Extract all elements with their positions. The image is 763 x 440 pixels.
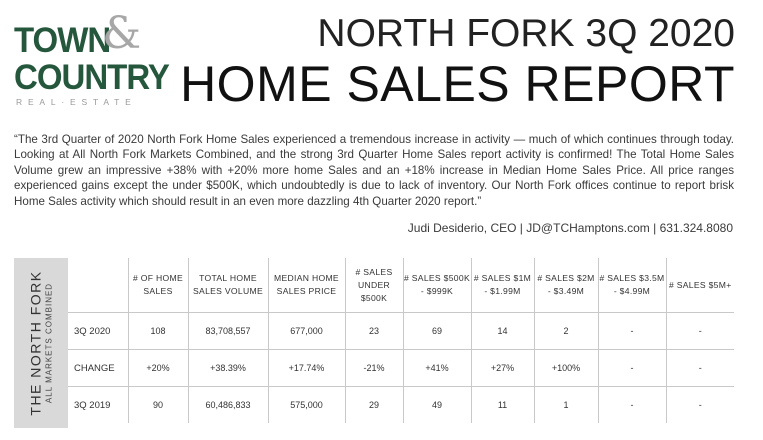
quote-attribution: Judi Desiderio, CEO | JD@TCHamptons.com | 631.324.8080 bbox=[407, 221, 733, 235]
table-cell: - bbox=[598, 387, 666, 424]
table-cell: - bbox=[598, 313, 666, 350]
table-cell: - bbox=[598, 350, 666, 387]
table-cell: 14 bbox=[471, 313, 534, 350]
header-cell: # SALES $2M - $3.49M bbox=[534, 258, 598, 313]
table-cell: 23 bbox=[345, 313, 403, 350]
header-cell: # SALES UNDER $500K bbox=[345, 258, 403, 313]
header-cell: TOTAL HOME SALES VOLUME bbox=[188, 258, 268, 313]
header-cell: # SALES $500K - $999K bbox=[403, 258, 471, 313]
table-cell: +100% bbox=[534, 350, 598, 387]
table-cell: - bbox=[698, 400, 702, 410]
side-subtitle: ALL MARKETS COMBINED bbox=[44, 282, 54, 404]
table-cell: 83,708,557 bbox=[188, 313, 268, 350]
table-row bbox=[68, 313, 734, 350]
table-cell: - bbox=[666, 350, 734, 387]
logo-word-country: COUNTRY bbox=[14, 56, 169, 97]
header-cell: # SALES $3.5M - $4.99M bbox=[598, 258, 666, 313]
table-cell: 677,000 bbox=[268, 313, 345, 350]
company-logo bbox=[14, 8, 169, 108]
table-cell: 90 bbox=[128, 387, 188, 424]
table-row bbox=[68, 350, 734, 387]
header-cell bbox=[68, 258, 128, 313]
side-title: THE NORTH FORK bbox=[27, 270, 44, 416]
row-label: 3Q 2020 bbox=[68, 313, 128, 350]
table-row bbox=[68, 387, 734, 424]
table-header-row bbox=[68, 258, 734, 313]
table-cell: 60,486,833 bbox=[188, 387, 268, 424]
report-title-line1: NORTH FORK 3Q 2020 bbox=[317, 12, 735, 55]
logo-subline: REAL·ESTATE bbox=[16, 97, 137, 107]
header-cell: # OF HOME SALES bbox=[128, 258, 188, 313]
table-cell: +20% bbox=[128, 350, 188, 387]
report-title-line2: HOME SALES REPORT bbox=[180, 56, 735, 112]
table-cell: +38.39% bbox=[188, 350, 268, 387]
table-cell: +41% bbox=[403, 350, 471, 387]
home-sales-table bbox=[68, 258, 734, 423]
table-cell: +17.74% bbox=[268, 350, 345, 387]
table-cell: 49 bbox=[403, 387, 471, 424]
logo-ampersand: & bbox=[102, 8, 142, 59]
table-side-label bbox=[14, 258, 68, 428]
table-cell: -21% bbox=[345, 350, 403, 387]
header-cell: # SALES $5M+ bbox=[666, 258, 734, 313]
header-cell: MEDIAN HOME SALES PRICE bbox=[268, 258, 345, 313]
table-cell: 2 bbox=[534, 313, 598, 350]
row-label: 3Q 2019 bbox=[68, 387, 128, 424]
table-cell: 69 bbox=[403, 313, 471, 350]
table-cell: 575,000 bbox=[268, 387, 345, 424]
ceo-quote: “The 3rd Quarter of 2020 North Fork Home Sales experienced a tremendous increase in activity — much of which continues through today. Looking at All North Fork Markets Combined, and the strong 3rd Quarter Home Sales report activity is confirmed! The Total Home Sales Volume grew an impressive +38% with +20% more home Sales and an +18% increase in Median Home Sales Price. All price ranges experienced gains except the under $500K, which undoubtedly is due to lack of inventory. Our North Fork offices continue to report brisk Home Sales activity which should result in an even more dazzling 4th Quarter 2020 report.” bbox=[14, 133, 734, 208]
header-cell: # SALES $1M - $1.99M bbox=[471, 258, 534, 313]
table-cell: 108 bbox=[128, 313, 188, 350]
table-cell: +27% bbox=[471, 350, 534, 387]
table-cell: 11 bbox=[471, 387, 534, 424]
logo-word-town: TOWN bbox=[14, 19, 111, 60]
table-cell: 1 bbox=[534, 387, 598, 424]
row-label: CHANGE bbox=[68, 350, 128, 387]
table-cell: - bbox=[666, 313, 734, 350]
table-cell: 29 bbox=[345, 387, 403, 424]
